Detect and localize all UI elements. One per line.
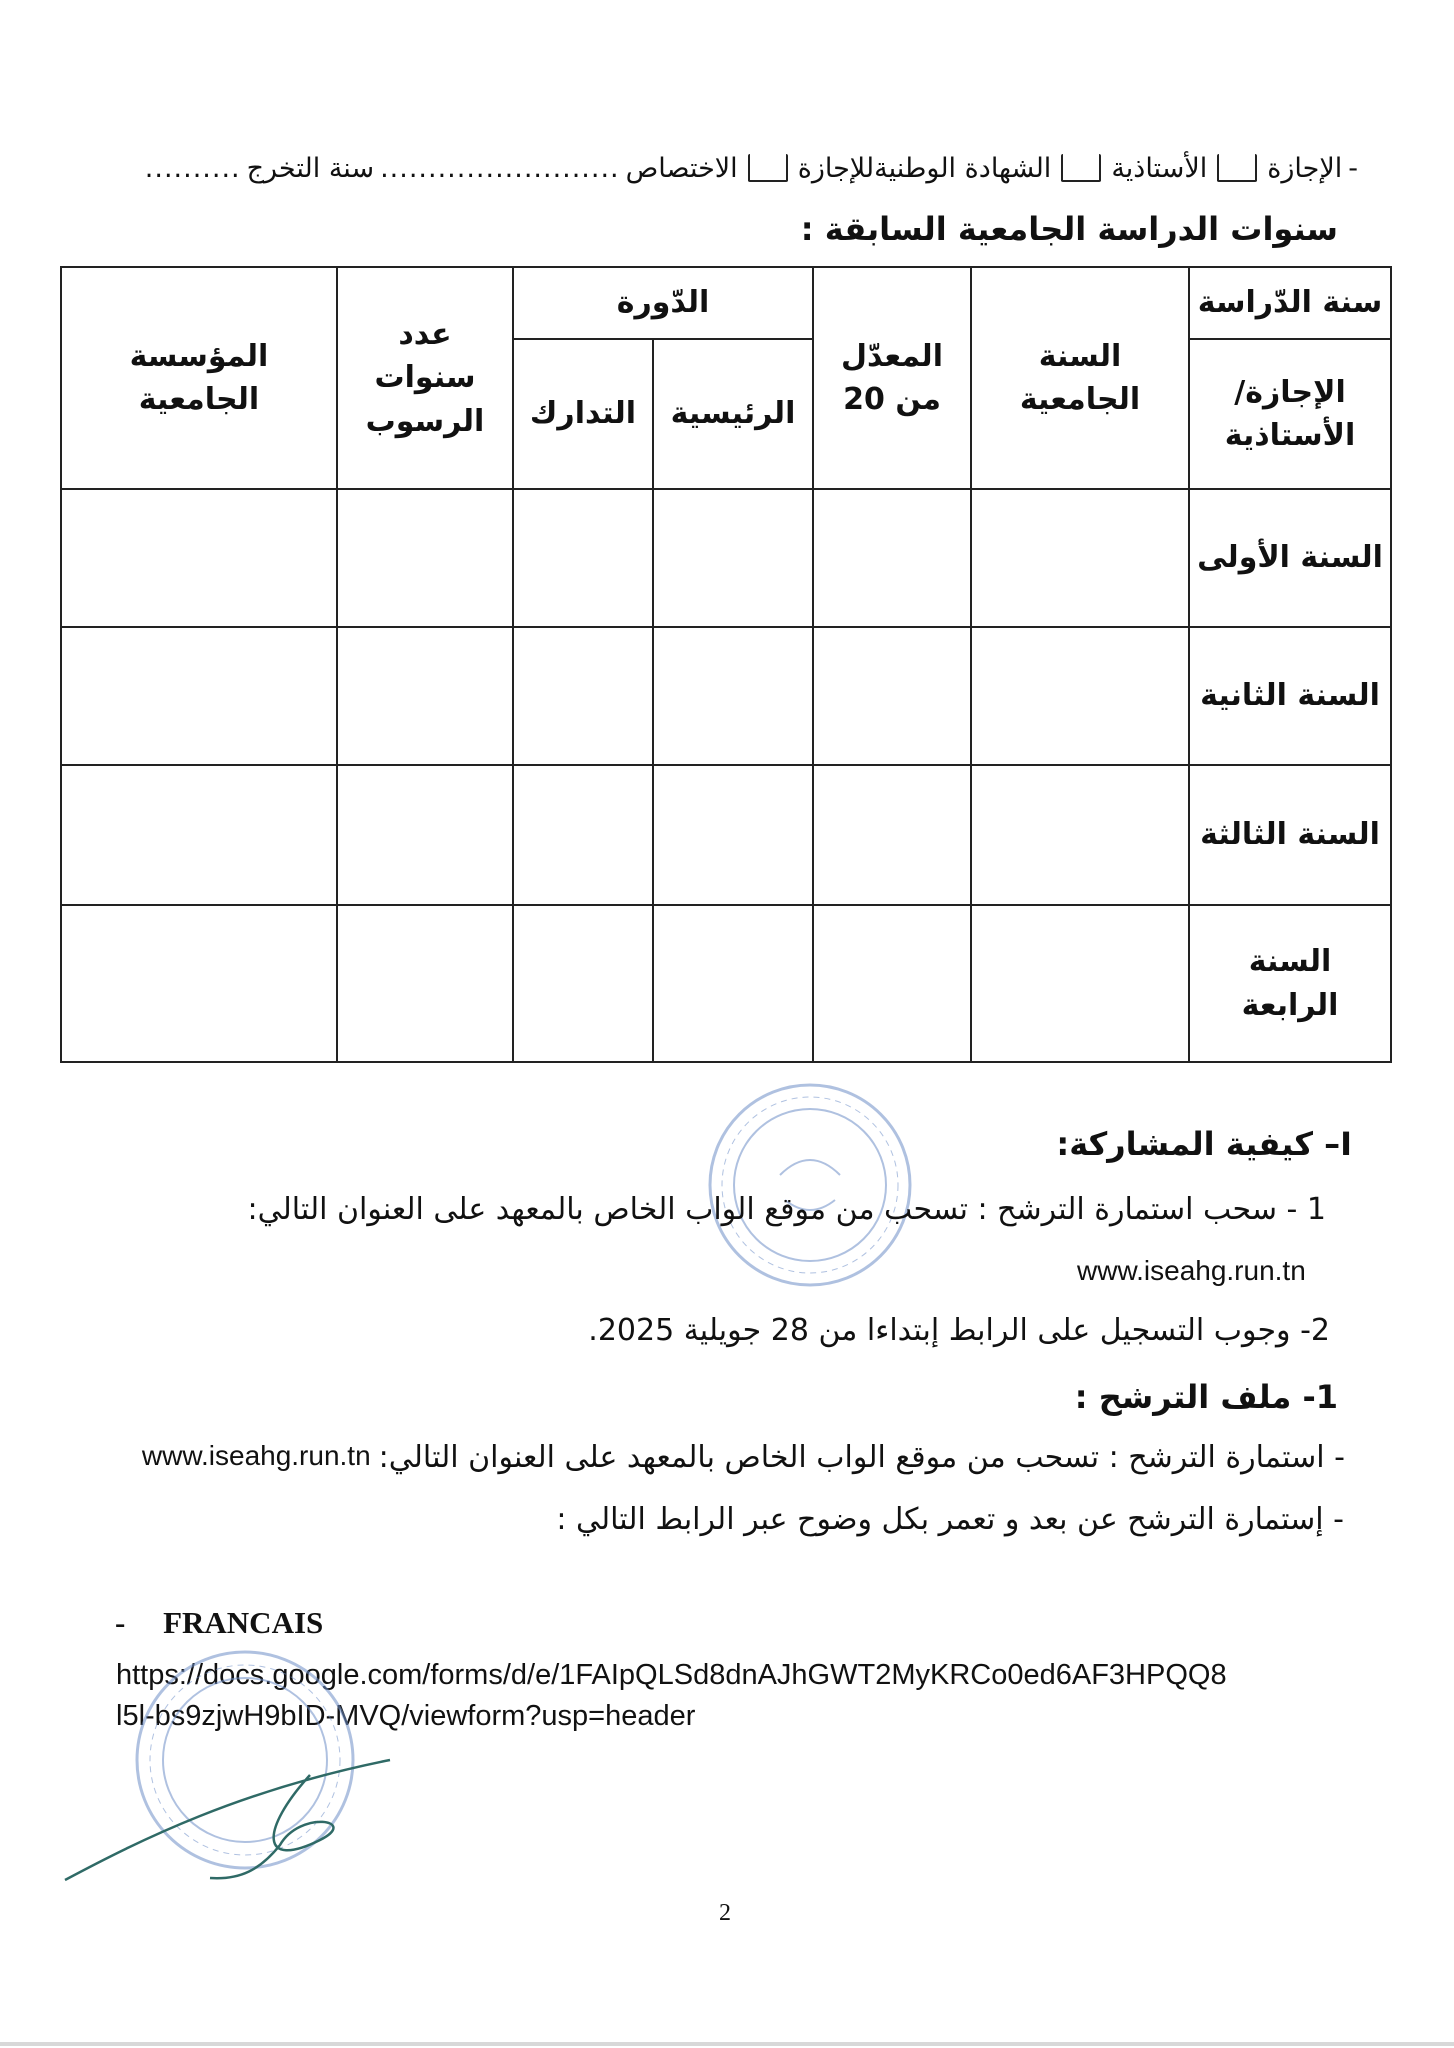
header-study-year: سنة الدّراسة xyxy=(1189,267,1391,339)
specialty-label: الاختصاص xyxy=(625,152,738,184)
degree-selection-line xyxy=(68,146,1358,190)
cell-institution[interactable] xyxy=(61,489,337,627)
cell-makeup-session[interactable] xyxy=(513,627,653,765)
cell-makeup-session[interactable] xyxy=(513,905,653,1062)
cell-university-year[interactable] xyxy=(971,765,1189,905)
national-diploma-checkbox[interactable] xyxy=(748,154,788,182)
header-failed-years: عدد سنوات الرسوب xyxy=(337,267,513,489)
cell-main-session[interactable] xyxy=(653,765,813,905)
application-file-website-link[interactable]: www.iseahg.run.tn xyxy=(141,1440,371,1471)
cell-main-session[interactable] xyxy=(653,627,813,765)
licence-checkbox[interactable] xyxy=(1217,154,1257,182)
table-row xyxy=(61,627,1391,765)
cell-average[interactable] xyxy=(813,627,971,765)
table-header-row xyxy=(61,267,1391,339)
cell-failed-years[interactable] xyxy=(337,905,513,1062)
participation-website-link[interactable]: www.iseahg.run.tn xyxy=(1077,1255,1306,1286)
cell-institution[interactable] xyxy=(61,765,337,905)
row-label: السنة الثانية xyxy=(1189,627,1391,765)
cell-average[interactable] xyxy=(813,489,971,627)
cell-average[interactable] xyxy=(813,765,971,905)
header-average: المعدّل من 20 xyxy=(813,267,971,489)
bottom-scan-edge xyxy=(0,2042,1454,2046)
cell-main-session[interactable] xyxy=(653,489,813,627)
cell-failed-years[interactable] xyxy=(337,765,513,905)
participation-step-1: 1 - سحب استمارة الترشح : تسحب من موقع الواب الخاص بالمعهد على العنوان التالي: xyxy=(247,1192,1326,1227)
specialty-field[interactable]: ......................... xyxy=(380,152,620,184)
application-file-item-2: - إستمارة الترشح عن بعد و تعمر بكل وضوح عبر الرابط التالي : xyxy=(556,1502,1344,1537)
graduation-year-field[interactable]: .......... xyxy=(144,152,241,184)
row-label: السنة الرابعة xyxy=(1189,905,1391,1062)
national-diploma-label: الشهادة الوطنيةللإجازة xyxy=(797,152,1052,184)
google-form-link-line-1[interactable]: https://docs.google.com/forms/d/e/1FAIpQLSd8dnAJhGWT2MyKRCo0ed6AF3HPQQ8 xyxy=(116,1659,1227,1691)
cell-institution[interactable] xyxy=(61,905,337,1062)
header-degree-type: الإجازة/ الأستاذية xyxy=(1189,339,1391,489)
cell-makeup-session[interactable] xyxy=(513,765,653,905)
header-institution: المؤسسة الجامعية xyxy=(61,267,337,489)
page-number: 2 xyxy=(719,1900,731,1926)
google-form-link-line-2[interactable]: l5l-bs9zjwH9bID-MVQ/viewform?usp=header xyxy=(116,1700,696,1732)
row-label: السنة الثالثة xyxy=(1189,765,1391,905)
study-years-table xyxy=(60,266,1392,1063)
table-row xyxy=(61,905,1391,1062)
header-main-session: الرئيسية xyxy=(653,339,813,489)
cell-failed-years[interactable] xyxy=(337,627,513,765)
cell-university-year[interactable] xyxy=(971,627,1189,765)
cell-institution[interactable] xyxy=(61,627,337,765)
application-file-item-1-text: - استمارة الترشح : تسحب من موقع الواب الخاص بالمعهد على العنوان التالي: xyxy=(378,1440,1345,1475)
header-university-year: السنة الجامعية xyxy=(971,267,1189,489)
cell-failed-years[interactable] xyxy=(337,489,513,627)
application-file-item-1 xyxy=(110,1440,1345,1475)
cell-main-session[interactable] xyxy=(653,905,813,1062)
masters-checkbox[interactable] xyxy=(1061,154,1101,182)
graduation-year-label: سنة التخرج xyxy=(246,152,375,184)
cell-makeup-session[interactable] xyxy=(513,489,653,627)
header-makeup-session: التدارك xyxy=(513,339,653,489)
header-session: الدّورة xyxy=(513,267,813,339)
previous-years-title: سنوات الدراسة الجامعية السابقة : xyxy=(800,210,1338,248)
cell-university-year[interactable] xyxy=(971,489,1189,627)
official-stamp-icon xyxy=(700,1075,920,1295)
row-label: السنة الأولى xyxy=(1189,489,1391,627)
cell-average[interactable] xyxy=(813,905,971,1062)
bullet-dash: - xyxy=(1348,152,1358,184)
table-row xyxy=(61,489,1391,627)
francais-bullet: - xyxy=(115,1605,126,1640)
francais-text: FRANCAIS xyxy=(163,1605,324,1640)
application-file-title: 1- ملف الترشح : xyxy=(1074,1378,1338,1416)
signature-icon xyxy=(60,1720,420,1890)
masters-label: الأستاذية xyxy=(1111,152,1208,184)
table-row xyxy=(61,765,1391,905)
participation-step-2: 2- وجوب التسجيل على الرابط إبتداءا من 28 جويلية 2025. xyxy=(588,1313,1330,1348)
francais-label xyxy=(115,1605,323,1641)
cell-university-year[interactable] xyxy=(971,905,1189,1062)
participation-title: I– كيفية المشاركة: xyxy=(1056,1125,1352,1163)
licence-label: الإجازة xyxy=(1267,152,1343,184)
